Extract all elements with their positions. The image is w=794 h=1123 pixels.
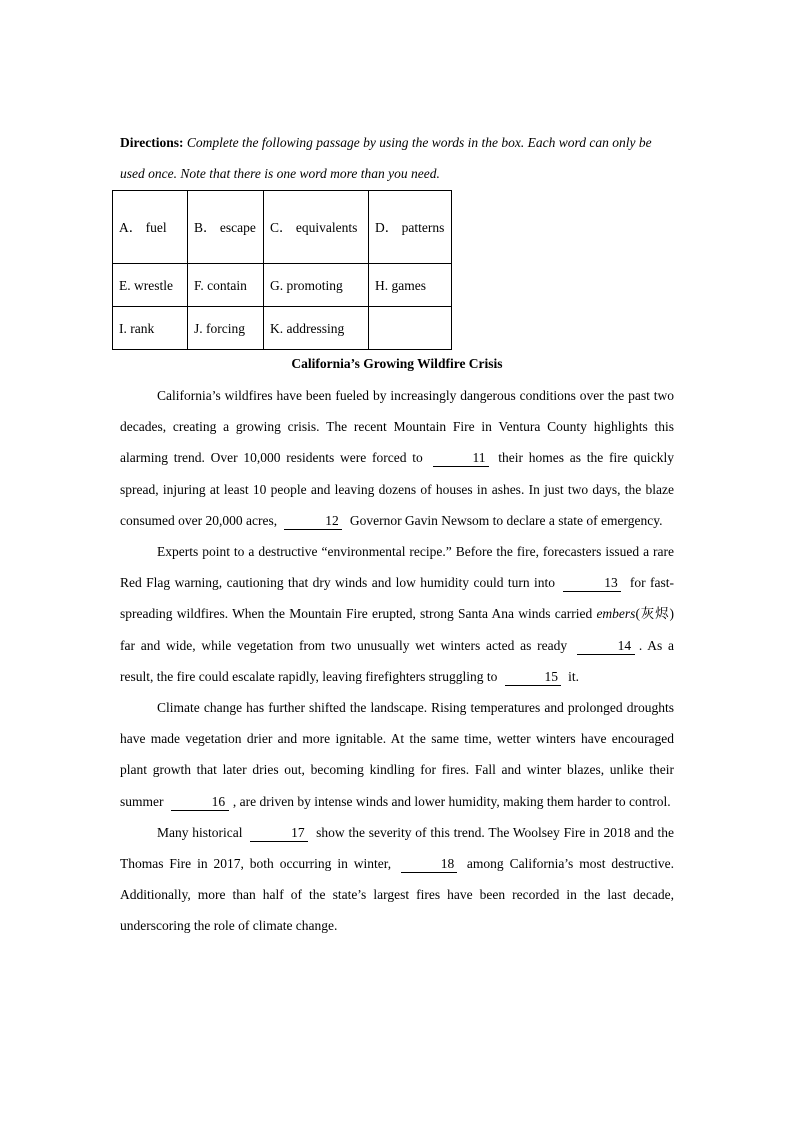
paragraph-text: Many historical — [157, 824, 243, 840]
paragraph-text: . As a result, the fire could escalate rapidly, leaving firefighters struggling to — [120, 637, 674, 684]
blank-15[interactable]: 15 — [505, 669, 561, 686]
word-option-a: A． fuel — [113, 191, 188, 264]
word-option-empty — [369, 307, 452, 350]
word-option-b: B． escape — [188, 191, 264, 264]
paragraph-1 — [120, 380, 674, 536]
paragraph-text: Climate change has further shifted the landscape. Rising temperatures and prolonged droughts have made vegetation drier and more ignitable. At the same time, wetter winters have encouraged plant growth that later dries out, becoming kindling for fires. Fall and winter blazes, unlike their summer — [120, 700, 674, 809]
word-box-row — [113, 191, 452, 264]
paragraph-text: their homes as the fire quickly spread, injuring at least 10 people and leaving dozens of houses in ashes. In just two days, the blaze consumed over 20,000 acres, — [120, 450, 675, 528]
directions-label: Directions: — [120, 135, 184, 150]
blank-13[interactable]: 13 — [563, 575, 621, 592]
word-option-e: E. wrestle — [113, 264, 188, 307]
word-option-j: J. forcing — [188, 307, 264, 350]
blank-17[interactable]: 17 — [250, 825, 308, 842]
emphasized-word: embers — [596, 606, 636, 622]
word-option-d: D． patterns — [369, 191, 452, 264]
word-option-g: G. promoting — [264, 264, 369, 307]
word-option-i: I. rank — [113, 307, 188, 350]
paragraph-text: Governor Gavin Newsom to declare a state of emergency. — [349, 512, 663, 528]
paragraph-text: it. — [568, 668, 580, 684]
paragraph-4 — [120, 817, 674, 942]
word-box-row — [113, 307, 452, 350]
passage — [120, 380, 674, 942]
paragraph-text: (灰烬) far and wide, while vegetation from two unusually wet winters acted as ready — [120, 606, 675, 653]
blank-12[interactable]: 12 — [284, 513, 342, 530]
directions — [120, 127, 676, 189]
paragraph-3 — [120, 692, 674, 817]
blank-14[interactable]: 14 — [577, 638, 635, 655]
paragraph-text: for fast-spreading wildfires. When the Mountain Fire erupted, strong Santa Ana winds carried — [120, 575, 675, 622]
paragraph-text: , are driven by intense winds and lower humidity, making them harder to control. — [232, 793, 671, 809]
word-option-f: F. contain — [188, 264, 264, 307]
blank-16[interactable]: 16 — [171, 794, 229, 811]
word-box — [112, 190, 452, 350]
paragraph-text: Experts point to a destructive “environmental recipe.” Before the fire, forecasters issued a rare Red Flag warning, cautioning that dry winds and low humidity could turn into — [120, 544, 674, 591]
paragraph-text: show the severity of this trend. The Woolsey Fire in 2018 and the Thomas Fire in 2017, both occurring in winter, — [120, 824, 675, 872]
word-option-c: C． equivalents — [264, 191, 369, 264]
blank-11[interactable]: 11 — [433, 450, 489, 467]
passage-title: California’s Growing Wildfire Crisis — [291, 356, 503, 371]
word-box-row — [113, 264, 452, 307]
word-option-k: K. addressing — [264, 307, 369, 350]
paragraph-2 — [120, 536, 674, 692]
paragraph-text: California’s wildfires have been fueled by increasingly dangerous conditions over the past two decades, creating a growing crisis. The recent Mountain Fire in Ventura County highlights this alarming trend. Over 10,000 residents were forced to — [120, 388, 674, 466]
word-option-h: H. games — [369, 264, 452, 307]
paragraph-text: among California’s most destructive. Additionally, more than half of the state’s largest fires have been recorded in the last decade, underscoring the role of climate change. — [120, 856, 675, 934]
blank-18[interactable]: 18 — [401, 856, 457, 873]
directions-text: Complete the following passage by using the words in the box. Each word can only be used once. Note that there is one word more than you need. — [120, 135, 652, 181]
